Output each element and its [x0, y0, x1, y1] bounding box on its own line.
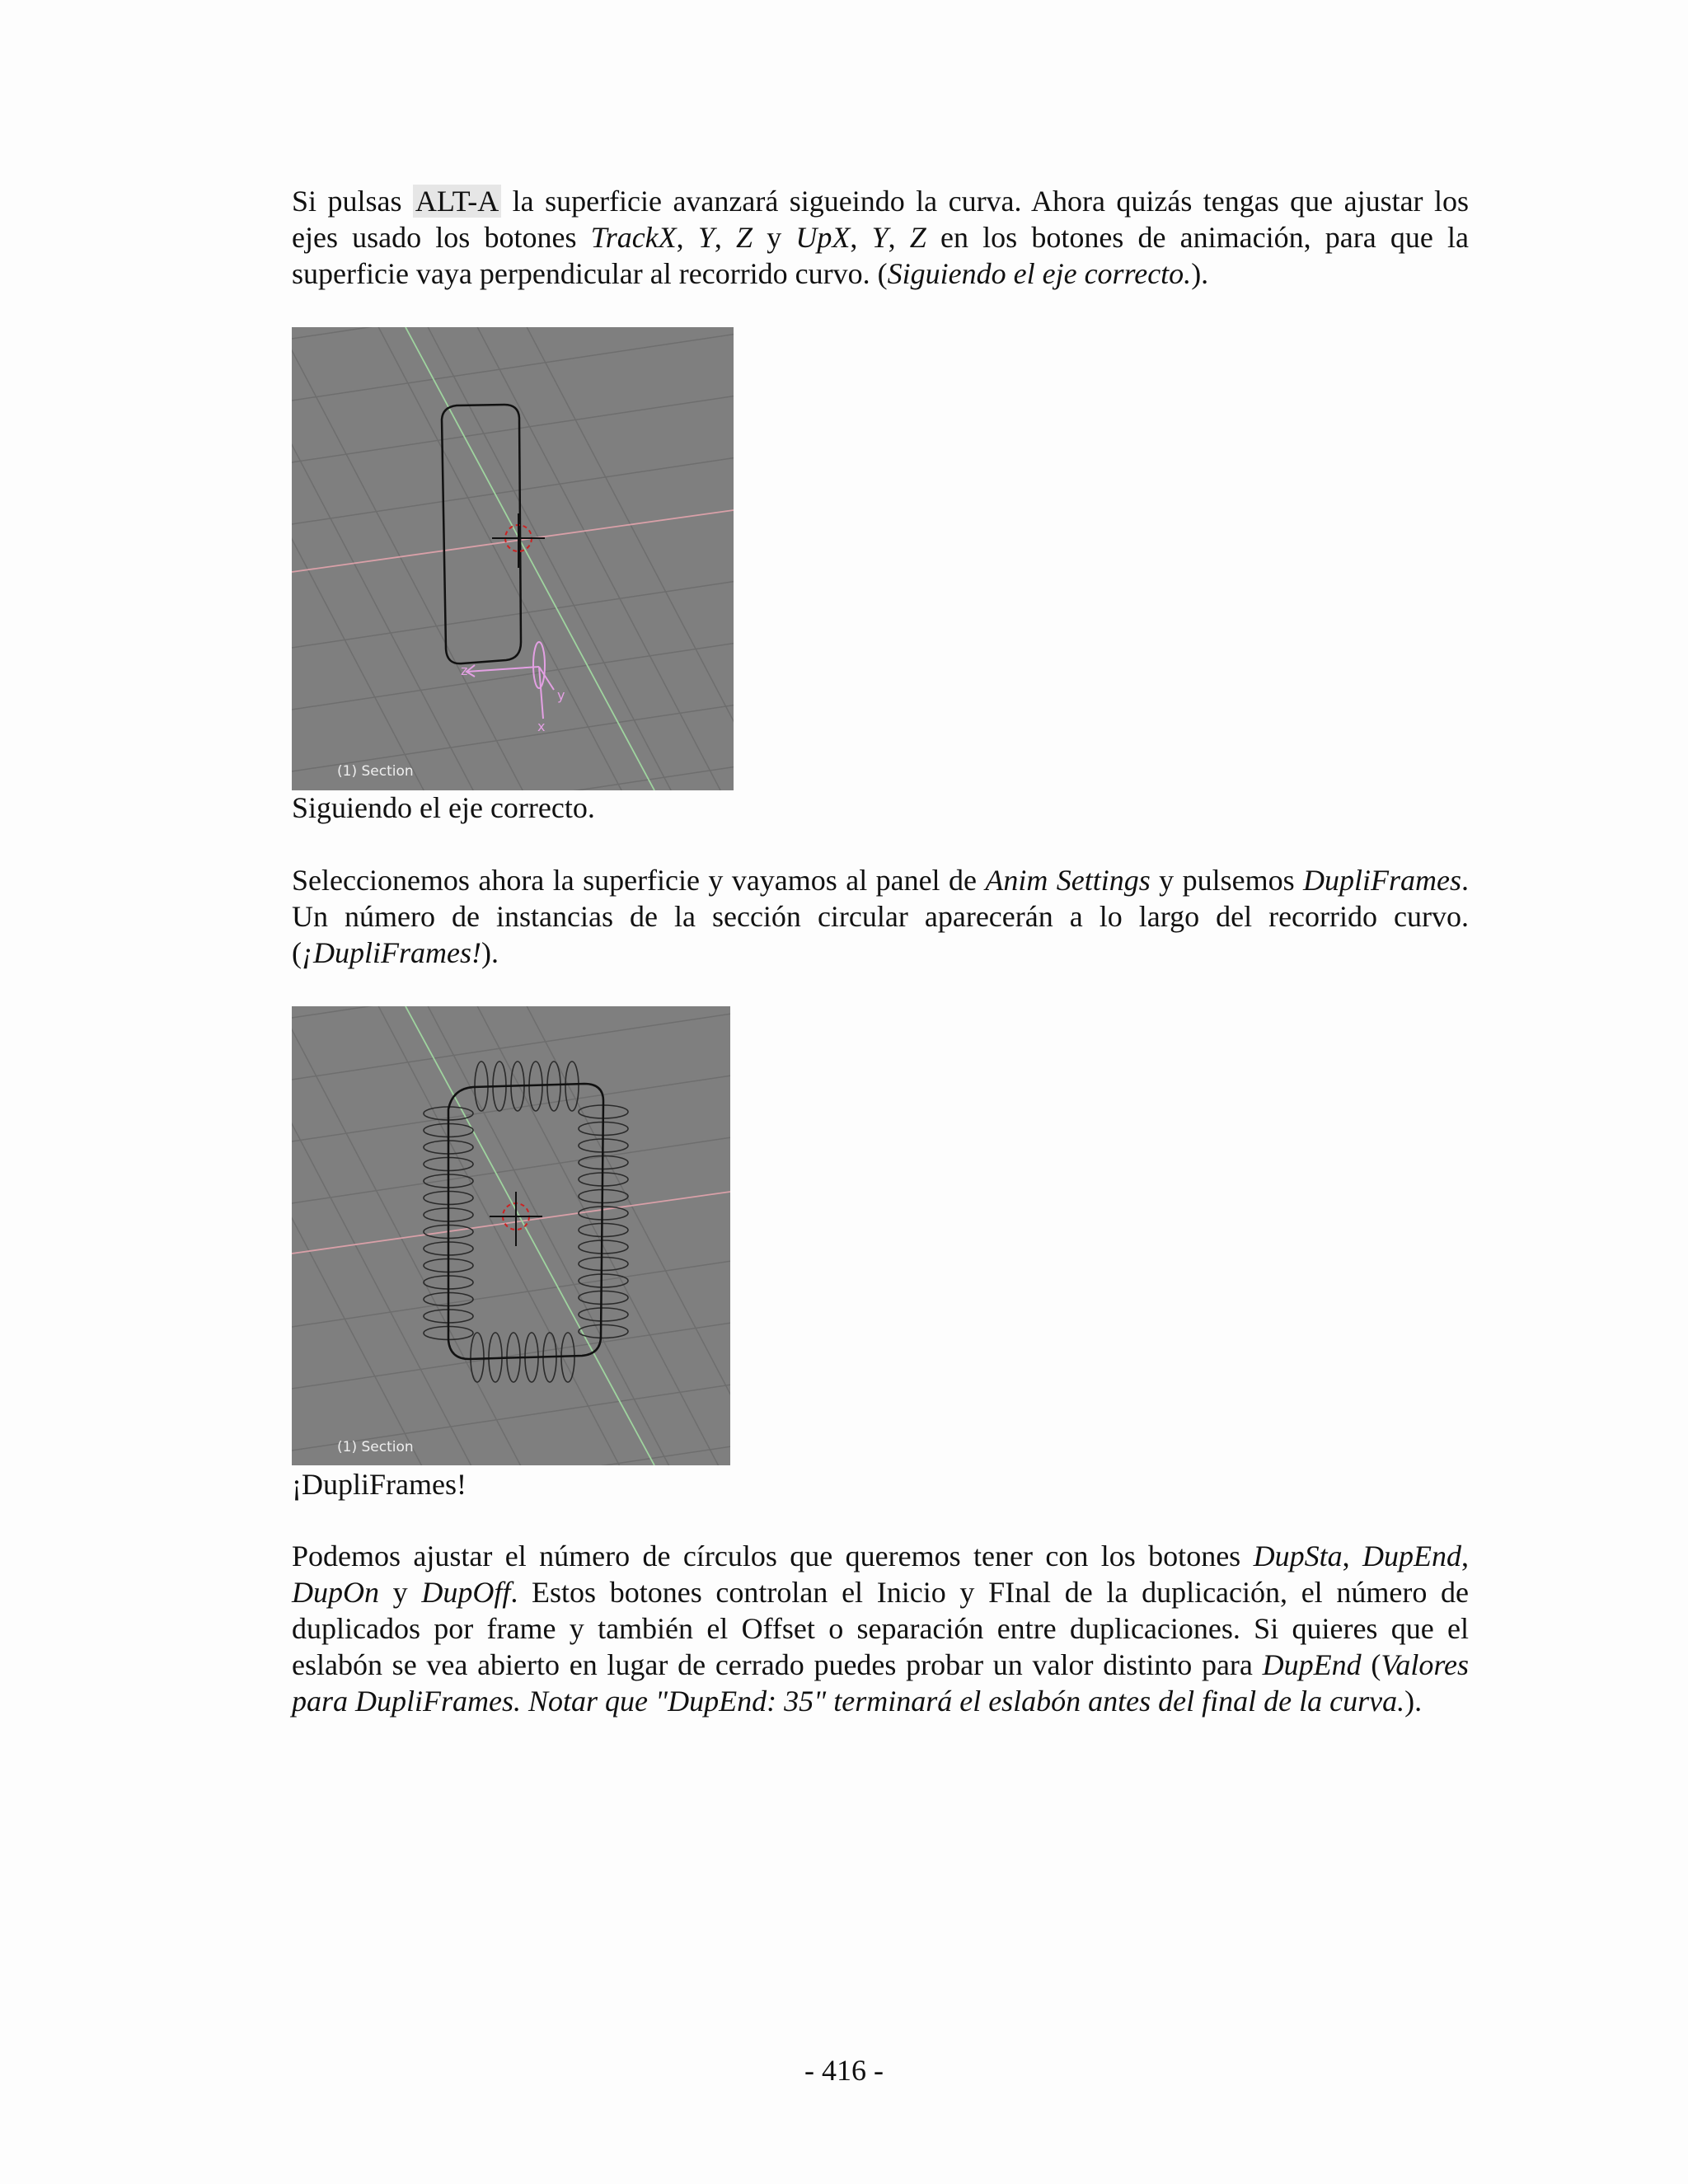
viewport-label: (1) Section: [337, 1439, 414, 1455]
viewport-3d-render: [292, 327, 734, 790]
viewport-screenshot-dupliframes: [292, 1006, 730, 1465]
viewport-screenshot-track-axis: [292, 327, 734, 790]
paragraph-dup-settings: Podemos ajustar el número de círculos que queremos tener con los botones DupSta, DupEnd, DupOn y DupOff. Estos botones controlan el Inicio y FInal de la duplicación, el número de duplicados por frame y también el Offset o separación entre duplicaciones. Si quieres que el eslabón se vea abierto en lugar de cerrado puedes probar un valor distinto para DupEnd (Valores para DupliFrames. Notar que "DupEnd: 35" terminará el eslabón antes del final de la curva.).: [292, 1540, 1469, 1718]
axis-label-y: y: [557, 687, 565, 703]
figure-caption-2: ¡DupliFrames!: [292, 1468, 467, 1501]
axis-label-x: x: [537, 719, 546, 734]
viewport-3d-render: [292, 1006, 730, 1465]
figure-caption-1: Siguiendo el eje correcto.: [292, 791, 595, 824]
paragraph-dupliframes: Seleccionemos ahora la superficie y vayamos al panel de Anim Settings y pulsemos DupliFrames. Un número de instancias de la sección circular aparecerán a lo largo del recorrido curvo. (¡DupliFrames!).: [292, 864, 1469, 969]
paragraph-intro: Si pulsas ALT-A la superficie avanzará sigueindo la curva. Ahora quizás tengas que ajustar los ejes usado los botones TrackX, Y, Z y UpX, Y, Z en los botones de animación, para que la superficie vaya perpendicular al recorrido curvo. (Siguiendo el eje correcto.).: [292, 185, 1469, 290]
axis-label-z: z: [461, 663, 468, 678]
viewport-label: (1) Section: [337, 763, 414, 780]
page-number: - 416 -: [804, 2054, 884, 2087]
shortcut-key-alt-a: ALT-A: [413, 185, 501, 218]
